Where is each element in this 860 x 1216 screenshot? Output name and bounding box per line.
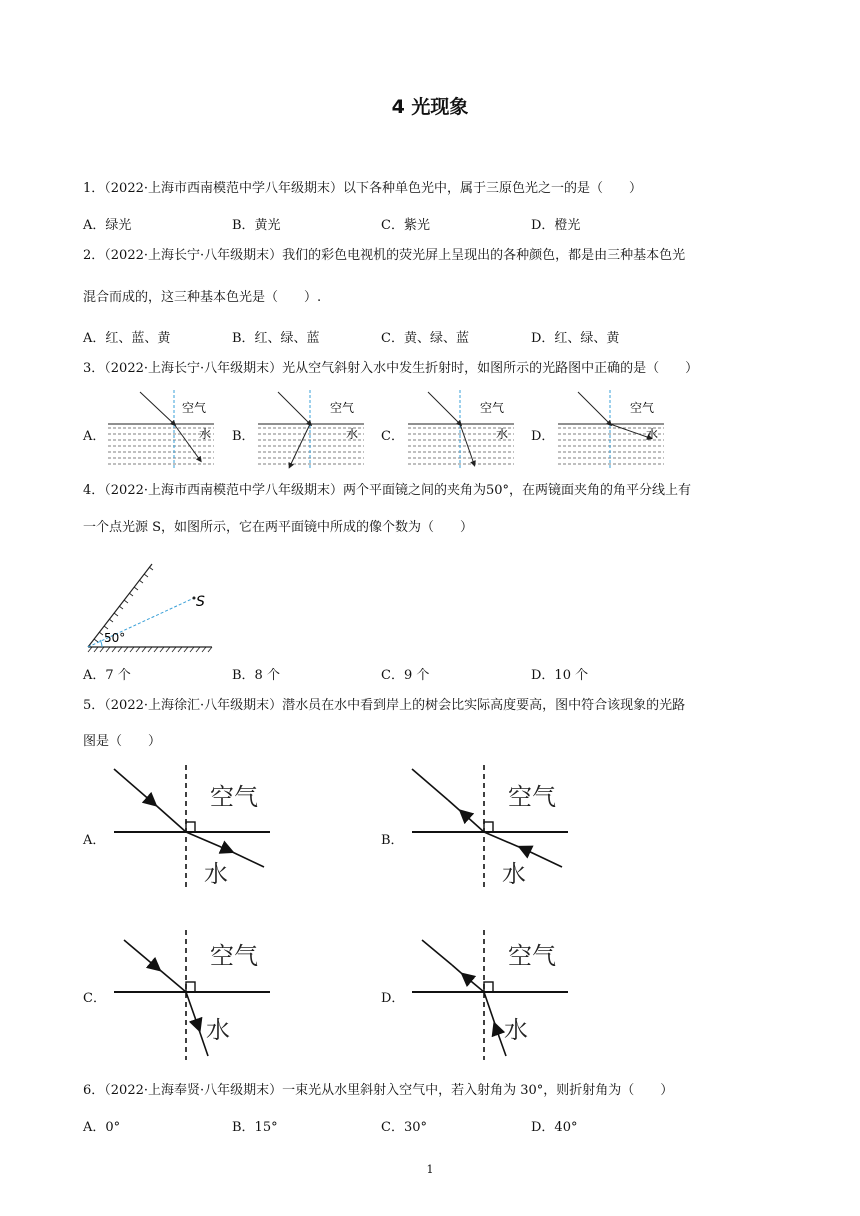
q1-option-d: D．橙光 xyxy=(531,218,581,233)
q5-figure-c xyxy=(110,930,280,1060)
svg-text:空气: 空气 xyxy=(630,401,655,415)
svg-text:水: 水 xyxy=(502,860,526,888)
svg-text:水: 水 xyxy=(496,427,509,441)
q3-figure-d xyxy=(558,388,666,473)
svg-text:空气: 空气 xyxy=(210,942,258,970)
question-5-stem-line1: 5．（2022·上海徐汇·八年级期末）潜水员在水中看到岸上的树会比实际高度要高，图中符合该现象的光路 xyxy=(83,698,686,713)
svg-text:空气: 空气 xyxy=(508,783,556,811)
q5-figure-a xyxy=(110,765,280,890)
q3-option-c: C． xyxy=(381,429,404,444)
svg-text:水: 水 xyxy=(504,1016,528,1044)
q5-option-a: A． xyxy=(83,833,106,848)
q2-option-d: D．红、绿、黄 xyxy=(531,331,620,346)
svg-text:水: 水 xyxy=(204,860,228,888)
question-4-stem-line1: 4．（2022·上海市西南模范中学八年级期末）两个平面镜之间的夹角为50°，在两镜面夹角的角平分线上有 xyxy=(83,483,692,498)
source-s-label: S xyxy=(196,594,205,610)
q5-option-b: B． xyxy=(381,833,404,848)
angle-label: 50° xyxy=(104,631,126,645)
svg-text:水: 水 xyxy=(646,427,659,441)
svg-text:空气: 空气 xyxy=(480,401,505,415)
q1-option-b: B．黄光 xyxy=(232,218,281,233)
question-5-stem-line2: 图是（ ） xyxy=(83,734,162,749)
water-label: 水 xyxy=(199,427,212,441)
svg-text:空气: 空气 xyxy=(210,783,258,811)
q2-option-c: C．黄、绿、蓝 xyxy=(381,331,469,346)
page-title: 4 光现象 xyxy=(391,96,469,118)
q4-option-c: C．9 个 xyxy=(381,668,430,683)
q5-option-c: C． xyxy=(83,991,106,1006)
question-6-stem: 6．（2022·上海奉贤·八年级期末）一束光从水里斜射入空气中，若入射角为 30°，则折射角为（ ） xyxy=(83,1083,674,1098)
svg-text:水: 水 xyxy=(206,1016,230,1044)
q2-option-b: B．红、绿、蓝 xyxy=(232,331,320,346)
q3-figure-c xyxy=(408,388,516,473)
question-1-stem: 1．（2022·上海市西南模范中学八年级期末）以下各种单色光中，属于三原色光之一的是（ ） xyxy=(83,181,642,196)
q4-option-a: A．7 个 xyxy=(83,668,131,683)
q6-option-b: B．15° xyxy=(232,1120,278,1135)
q1-option-c: C．紫光 xyxy=(381,218,430,233)
q3-option-a: A． xyxy=(83,429,106,444)
question-4-stem-line2: 一个点光源 S，如图所示，它在两平面镜中所成的像个数为（ ） xyxy=(83,520,474,535)
air-label: 空气 xyxy=(182,401,207,415)
q2-option-a: A．红、蓝、黄 xyxy=(83,331,171,346)
q6-option-d: D．40° xyxy=(531,1120,578,1135)
q6-option-a: A．0° xyxy=(83,1120,121,1135)
q5-figure-b xyxy=(408,765,578,890)
q3-option-d: D． xyxy=(531,429,555,444)
q4-mirror-figure xyxy=(82,560,217,655)
q4-option-d: D．10 个 xyxy=(531,668,589,683)
page-number: 1 xyxy=(426,1163,434,1176)
q5-option-d: D． xyxy=(381,991,405,1006)
q3-option-b: B． xyxy=(232,429,255,444)
q5-figure-d xyxy=(408,930,578,1060)
svg-text:空气: 空气 xyxy=(508,942,556,970)
question-2-stem-line2: 混合而成的，这三种基本色光是（ ）. xyxy=(83,290,322,305)
question-3-stem: 3．（2022·上海长宁·八年级期末）光从空气斜射入水中发生折射时，如图所示的光路图中正确的是（ ） xyxy=(83,361,699,376)
svg-text:水: 水 xyxy=(346,427,359,441)
q1-option-a: A．绿光 xyxy=(83,218,132,233)
q6-option-c: C．30° xyxy=(381,1120,427,1135)
question-2-stem-line1: 2．（2022·上海长宁·八年级期末）我们的彩色电视机的荧光屏上呈现出的各种颜色，都是由三种基本色光 xyxy=(83,248,686,263)
q3-figure-a xyxy=(108,388,216,473)
q4-option-b: B．8 个 xyxy=(232,668,280,683)
svg-text:空气: 空气 xyxy=(330,401,355,415)
q3-figure-b xyxy=(258,388,366,473)
